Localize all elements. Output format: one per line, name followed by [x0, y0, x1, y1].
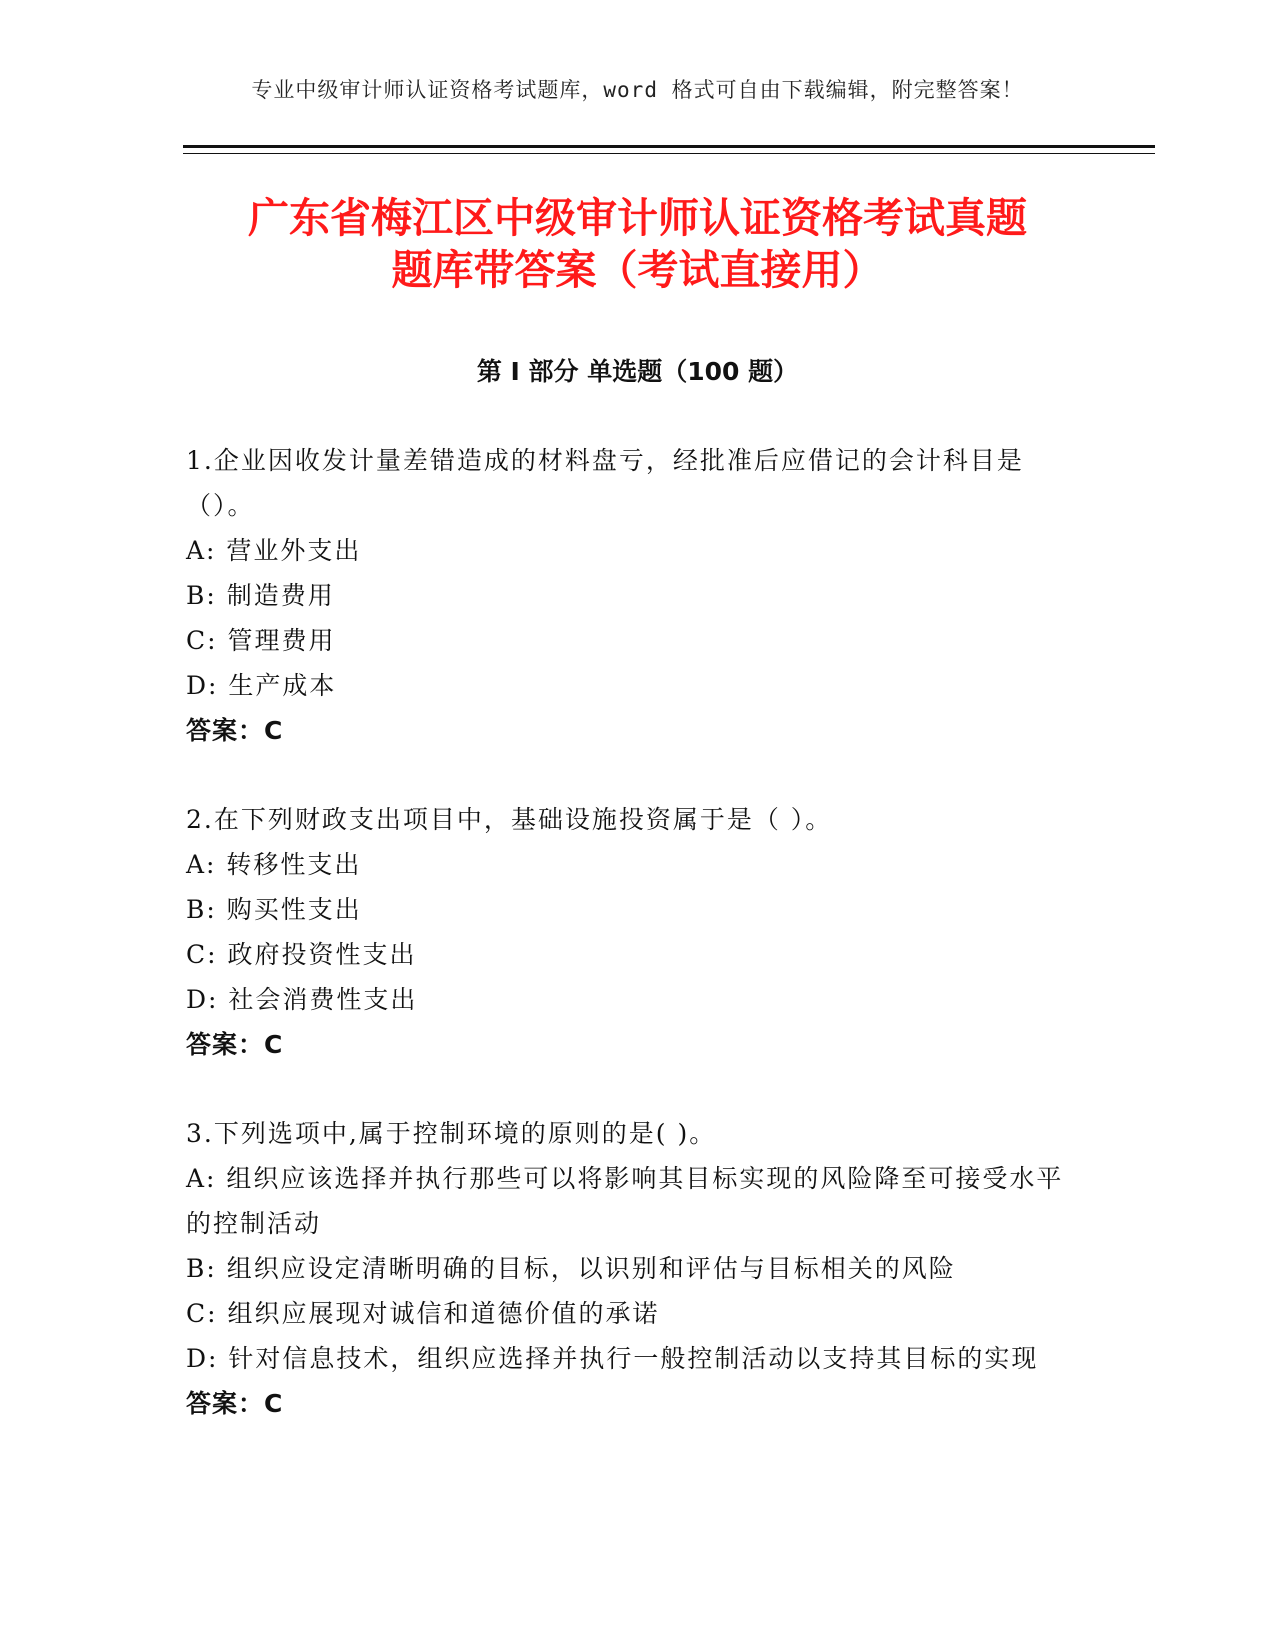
option-c: C: 政府投资性支出: [186, 940, 417, 969]
question-list: [186, 438, 1076, 1470]
question-2: [186, 797, 1076, 1067]
question-1: [186, 438, 1076, 753]
option-a: A: 营业外支出: [186, 536, 362, 565]
header-note: 专业中级审计师认证资格考试题库，word 格式可自由下载编辑，附完整答案！: [251, 78, 1024, 102]
option-c: C: 组织应展现对诚信和道德价值的承诺: [186, 1299, 660, 1328]
header-divider-thin: [183, 153, 1155, 154]
option-d: D: 社会消费性支出: [186, 985, 418, 1014]
document-title: [150, 192, 1125, 296]
question-stem: 3.下列选项中,属于控制环境的原则的是( )。: [186, 1119, 717, 1148]
question-3: [186, 1111, 1076, 1426]
option-d: D: 针对信息技术，组织应选择并执行一般控制活动以支持其目标的实现: [186, 1344, 1039, 1373]
question-stem: 1.企业因收发计量差错造成的材料盘亏，经批准后应借记的会计科目是（）。: [186, 446, 1024, 520]
option-a: A: 转移性支出: [186, 850, 362, 879]
option-a: A: 组织应该选择并执行那些可以将影响其目标实现的风险降至可接受水平的控制活动: [186, 1164, 1064, 1238]
section-title: 第 I 部分 单选题（100 题）: [476, 357, 799, 386]
option-b: B: 组织应设定清晰明确的目标，以识别和评估与目标相关的风险: [186, 1254, 956, 1283]
option-d: D: 生产成本: [186, 671, 337, 700]
document-title-line-2: 题库带答案（考试直接用）: [391, 246, 884, 294]
answer: 答案：C: [186, 1030, 284, 1059]
header-divider-thick: [183, 145, 1155, 148]
answer: 答案：C: [186, 716, 284, 745]
question-stem: 2.在下列财政支出项目中，基础设施投资属于是（ ）。: [186, 805, 833, 834]
answer: 答案：C: [186, 1389, 284, 1418]
document-title-line-1: 广东省梅江区中级审计师认证资格考试真题: [248, 194, 1027, 242]
option-b: B: 制造费用: [186, 581, 335, 610]
option-b: B: 购买性支出: [186, 895, 362, 924]
option-c: C: 管理费用: [186, 626, 336, 655]
